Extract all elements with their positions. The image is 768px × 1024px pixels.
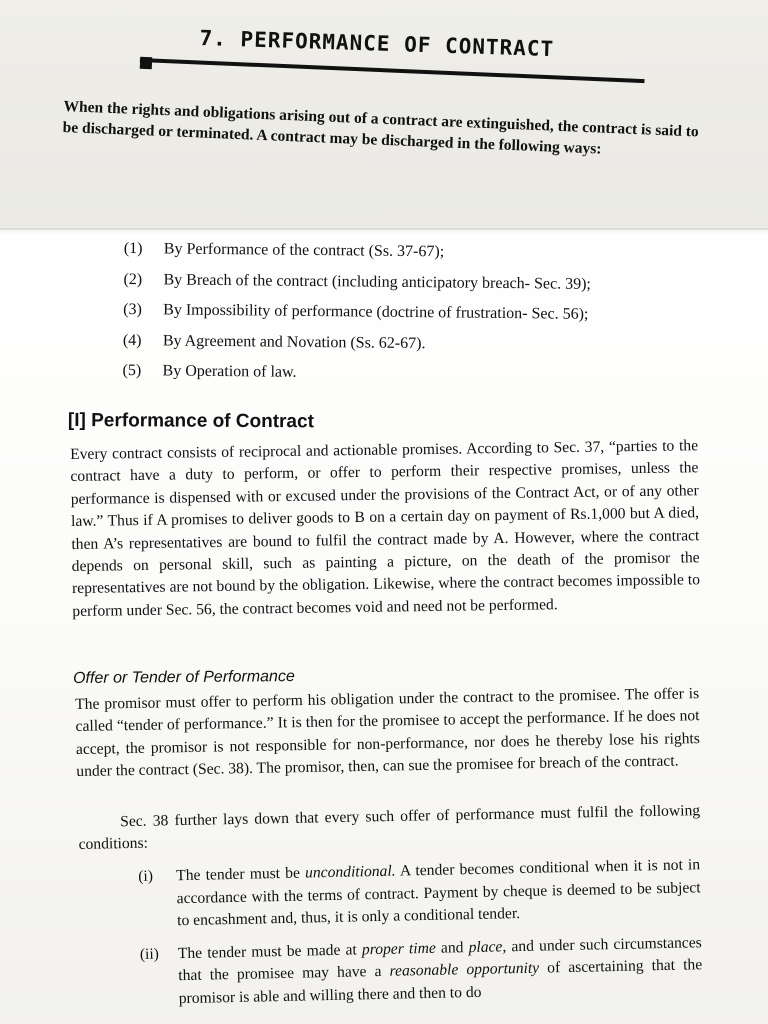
list-item-text: By Agreement and Novation (Ss. 62-67).: [162, 331, 426, 352]
condition-item: [140, 932, 703, 1012]
condition-emphasis: proper time: [361, 939, 436, 959]
list-item: [122, 356, 682, 392]
list-item-number: (2): [123, 270, 143, 288]
subsection-heading: Offer or Tender of Performance: [73, 668, 295, 687]
list-item-number: (3): [123, 300, 142, 319]
list-item-number: (4): [122, 331, 142, 349]
discharge-ways-list: [122, 234, 684, 392]
condition-text: [176, 854, 701, 933]
condition-number: (i): [138, 867, 154, 885]
condition-number: (ii): [139, 945, 160, 963]
section-heading: [I] Performance of Contract: [67, 410, 314, 433]
condition-emphasis: reasonable opportunity: [389, 959, 540, 981]
condition-emphasis: unconditional.: [304, 862, 396, 882]
condition-emphasis: place: [468, 938, 503, 956]
chapter-title: 7. PERFORMANCE OF CONTRACT: [199, 26, 555, 62]
tender-conditions-list: [138, 854, 703, 1021]
title-underline: [140, 58, 645, 83]
list-item-number: (1): [123, 239, 143, 258]
list-item-text: By Breach of the contract (including anticipatory breach- Sec. 39);: [163, 270, 591, 293]
list-item-text: By Impossibility of performance (doctrine of frustration- Sec. 56);: [163, 301, 589, 323]
condition-text-rest: of ascertaining that the promisor is able and willing there and then to do: [178, 956, 703, 1008]
condition-text-lead: The tender must be: [176, 864, 306, 885]
condition-text-mid: and: [435, 938, 469, 957]
page-fold-line: [0, 228, 768, 230]
list-item-text: By Performance of the contract (Ss. 37-67);: [163, 240, 445, 261]
list-item-text: By Operation of law.: [162, 362, 297, 381]
condition-text-mid: , and under such circumstances that the promisee may have a: [178, 933, 702, 985]
tender-paragraph: The promisor must offer to perform his obligation under the contract to the promisee. The offer is called “tender of performance.” It is then for the promisee to accept the performance. If he does not accept, the promisor is not responsible for non-performance, nor does he thereby lose his rights under the contract (Sec. 38). The promisor, then, can sue the promisee for breach of the contract.: [75, 685, 701, 781]
condition-item: [138, 854, 701, 934]
condition-text-lead: The tender must be made at: [177, 941, 363, 962]
condition-text: [178, 932, 703, 1011]
list-item-number: (5): [122, 361, 142, 380]
intro-paragraph: When the rights and obligations arising out of a contract are extinguished, the contract is said to be discharged or terminated. A contract may be discharged in the following ways:: [62, 97, 700, 158]
conditions-intro-paragraph: Sec. 38 further lays down that every such offer of performance must fulfil the following conditions:: [78, 802, 701, 854]
condition-text-rest: A tender becomes conditional when it is not in accordance with the terms of contract. Payment by cheque is deemed to be subject to encashment and, thus, it is only a conditional tender.: [176, 856, 701, 930]
performance-paragraph: Every contract consists of reciprocal and actionable promises. According to Sec. 37, “parties to the contract have a duty to perform, or offer to perform their respective promises, unless the performance is dispensed with or excused under the provisions of the Contract Act, or of any other law.” Thus if A promises to deliver goods to B on a certain day on payment of Rs.1,000 but A died, then A’s representatives are bound to fulfil the contract made by A. However, where the contract depends on personal skill, such as painting a picture, on the death of the promisor the representatives are not bound by the obligation. Likewise, where the contract becomes impossible to perform under Sec. 56, the contract becomes void and need not be performed.: [70, 437, 701, 620]
